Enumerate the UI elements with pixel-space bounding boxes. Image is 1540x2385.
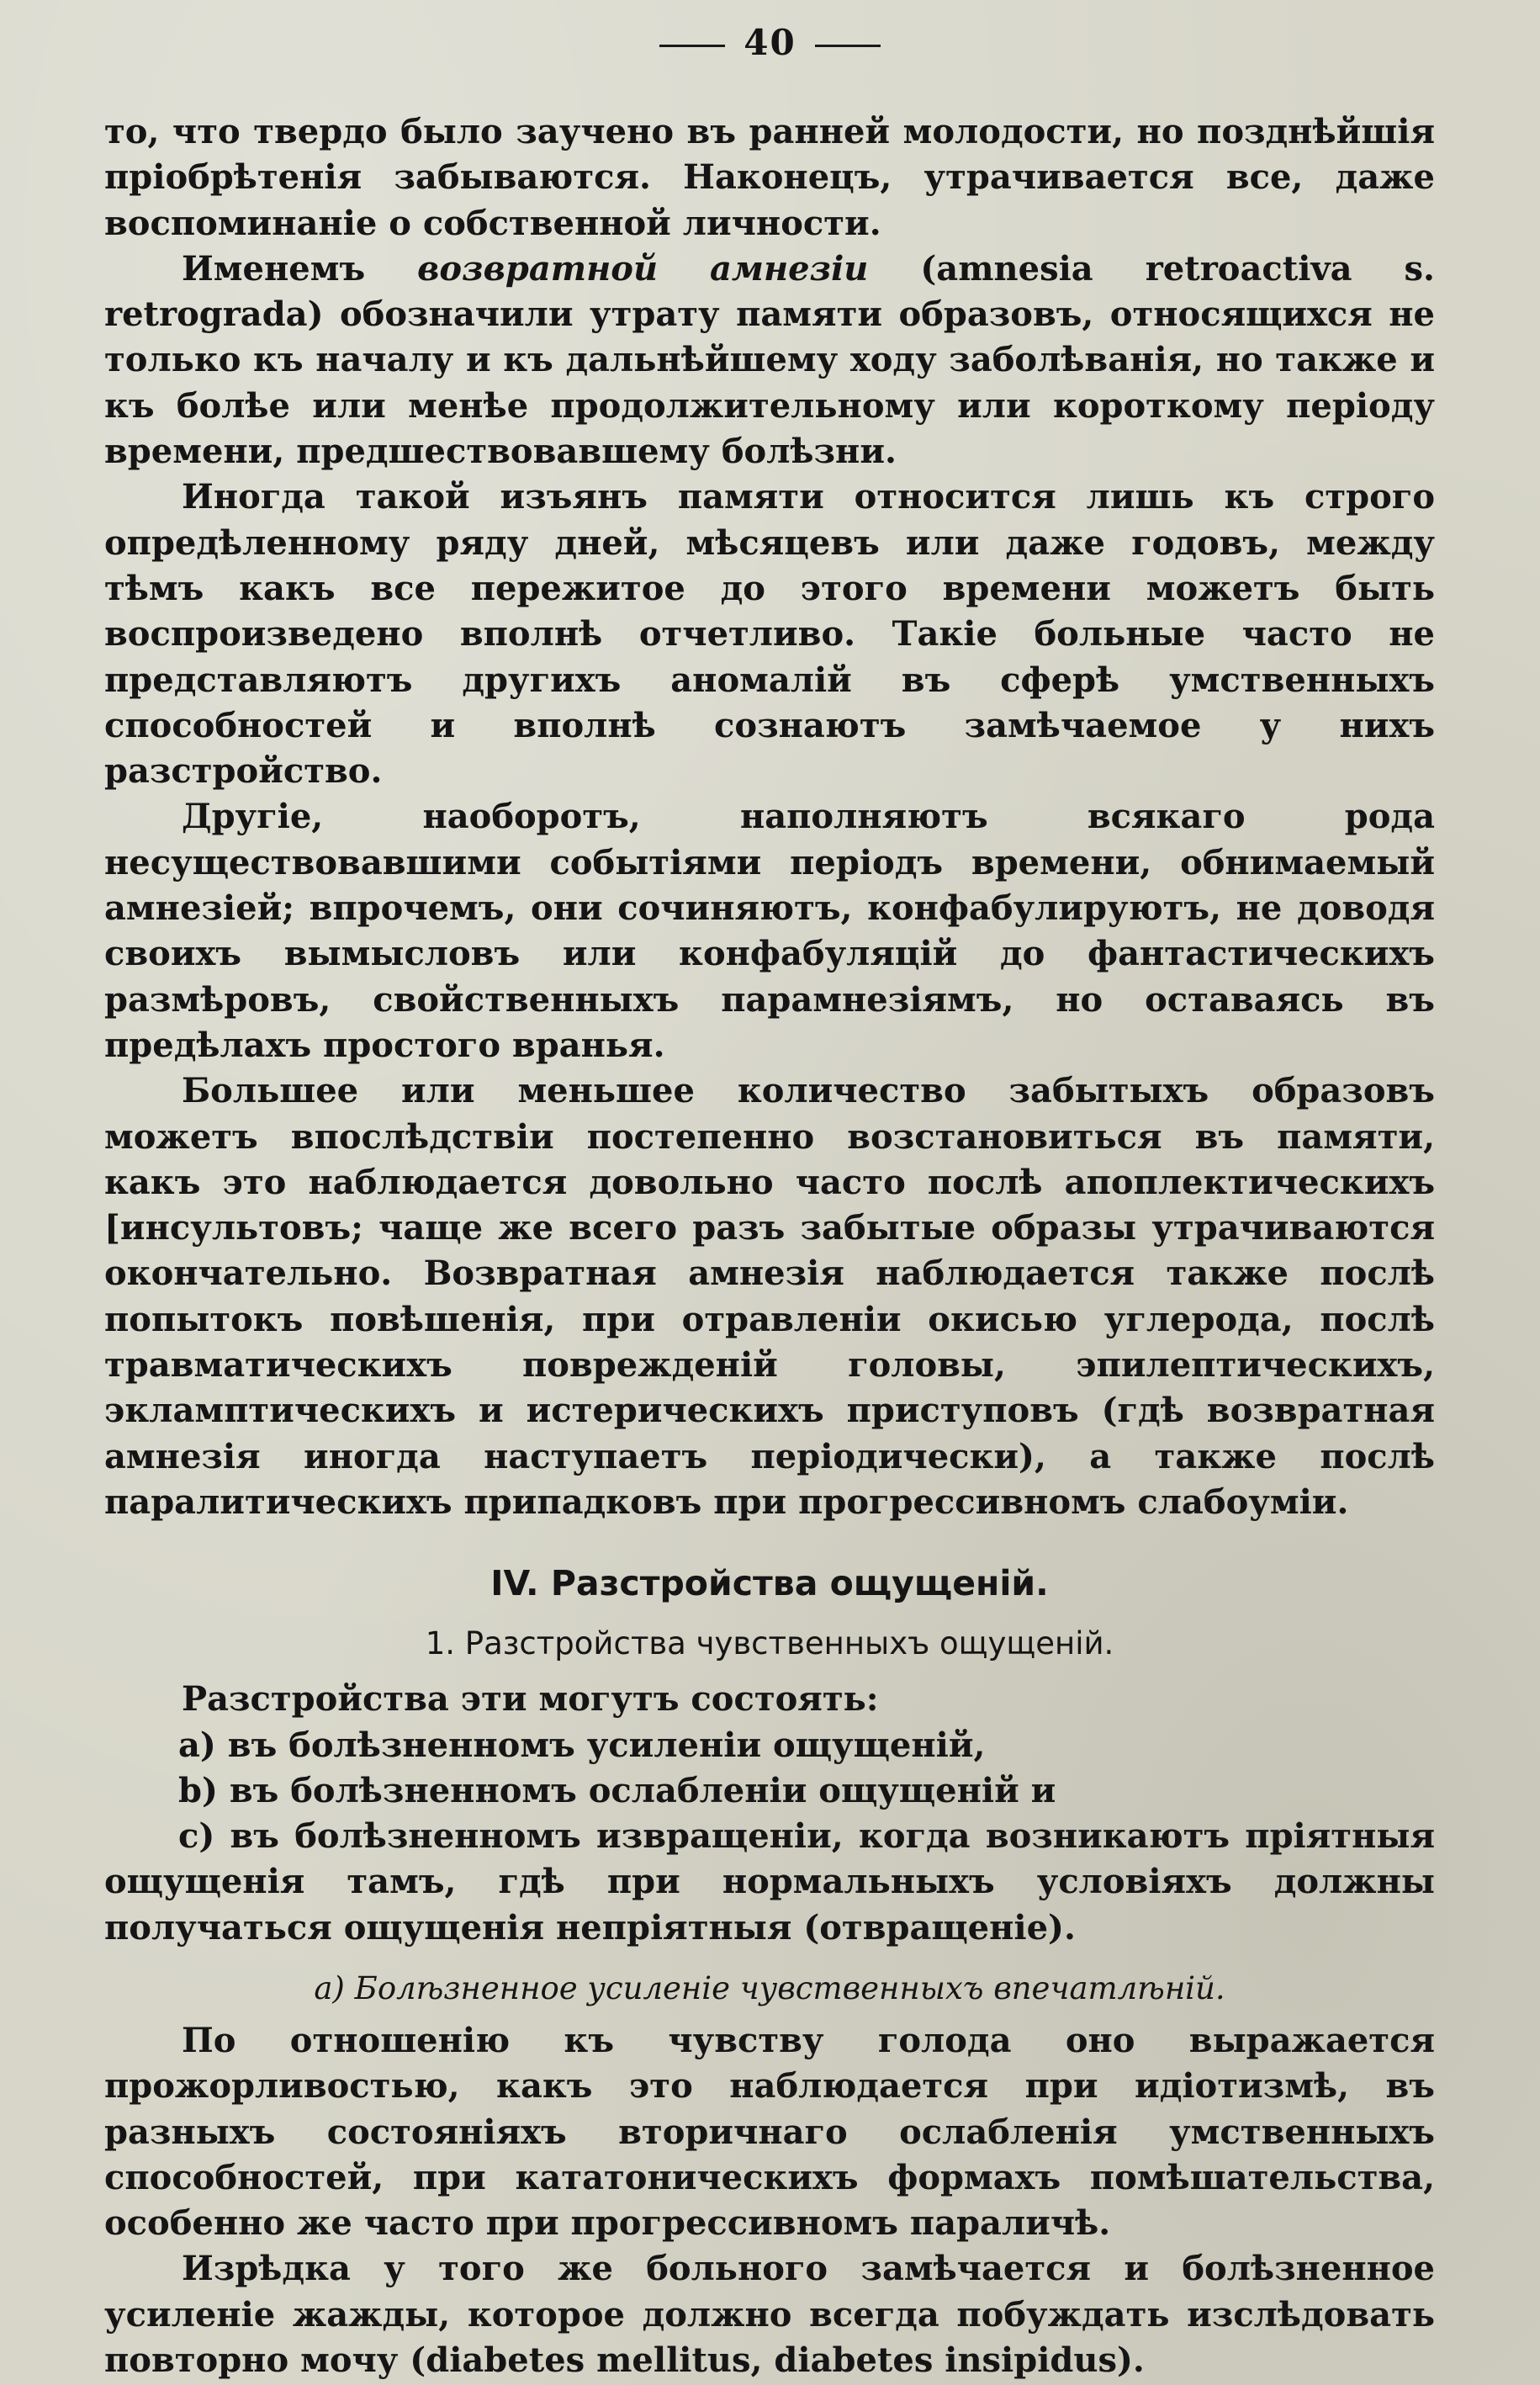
list-item-c: c) въ болѣзненномъ извращеніи, когда возникаютъ пріятныя ощущенія тамъ, гдѣ при нормальныхъ условіяхъ должны получаться ощущенія непріятныя (отвращеніе).	[104, 1816, 1435, 1948]
subsubsection-heading	[104, 1966, 1435, 2011]
list-item-b: b) въ болѣзненномъ ослабленіи ощущеній и	[178, 1770, 1056, 1810]
paragraph-retrograde-amnesia	[104, 246, 1435, 474]
intro-line: Разстройства эти могутъ состоять:	[182, 1679, 879, 1720]
section-heading: IV. Разстройства ощущеній.	[490, 1563, 1049, 1604]
subsubsection-title: Болѣзненное усиленіе чувственныхъ впечатлѣній.	[354, 1969, 1225, 2006]
subsubsection-prefix: a)	[314, 1969, 355, 2006]
paragraph-confabulation: Другіе, наоборотъ, наполняютъ всякаго рода несуществовавшими событіями періодъ времени, обнимаемый амнезіей; впрочемъ, они сочиняютъ, конфабулируютъ, не доводя своихъ вымысловъ или конфабуляцій до фантастическихъ размѣровъ, свойственныхъ парамнезіямъ, но оставаясь въ предѣлахъ простого вранья.	[104, 797, 1435, 1065]
paragraph-thirst: Изрѣдка у того же больного замѣчается и болѣзненное усиленіе жажды, которое должно всегда побуждать изслѣдовать повторно мочу (diabetes mellitus, diabetes insipidus).	[104, 2249, 1435, 2381]
header-dash-left	[659, 45, 725, 47]
body-text	[104, 109, 1435, 2383]
paragraph-continuation: то, что твердо было заучено въ ранней молодости, но позднѣйшія пріобрѣтенія забываются. Наконецъ, утрачивается все, даже воспоминаніе о собственной личности.	[104, 112, 1435, 243]
paragraph-recovery: Большее или меньшее количество забытыхъ образовъ можетъ впослѣдствіи постепенно возстановиться въ памяти, какъ это наблюдается довольно часто послѣ апоплектическихъ [инсультовъ; чаще же всего разъ забытые образы утрачиваются окончательно. Возвратная амнезія наблюдается также послѣ попытокъ повѣшенія, при отравленіи окисью углерода, послѣ травматическихъ поврежденій головы, эпилептическихъ, экламптическихъ и истерическихъ приступовъ (гдѣ возвратная амнезія иногда наступаетъ періодически), а также послѣ паралитическихъ припадковъ при прогрессивномъ слабоуміи.	[104, 1071, 1435, 1522]
paragraph-memory-gap: Иногда такой изъянъ памяти относится лишь къ строго опредѣленному ряду дней, мѣсяцевъ или даже годовъ, между тѣмъ какъ все пережитое до этого времени можетъ быть воспроизведено вполнѣ отчетливо. Такіе больные часто не представляютъ другихъ аномалій въ сферѣ умственныхъ способностей и вполнѣ сознаютъ замѣчаемое у нихъ разстройство.	[104, 477, 1435, 792]
paragraph-text: (amnesia retroactiva s. retrograda) обозначили утрату памяти образовъ, относящихся не только къ началу и къ дальнѣйшему ходу заболѣванія, но также и къ болѣе или менѣе продолжительному или короткому періоду времени, предшествовавшему болѣзни.	[104, 248, 1435, 472]
page-number-header	[0, 22, 1540, 63]
paragraph-hunger: По отношенію къ чувству голода оно выражается прожорливостью, какъ это наблюдается при идіотизмѣ, въ разныхъ состояніяхъ вторичнаго ослабленія умственныхъ способностей, при кататоническихъ формахъ помѣшательства, особенно же часто при прогрессивномъ параличѣ.	[104, 2020, 1435, 2244]
subsection-heading: 1. Разстройства чувственныхъ ощущеній.	[425, 1625, 1114, 1662]
list-item-a: a) въ болѣзненномъ усиленіи ощущеній,	[178, 1725, 986, 1765]
emphasized-term: возвратной амнезіи	[417, 248, 869, 289]
paragraph-text: Именемъ	[182, 248, 418, 289]
header-dash-right	[815, 45, 881, 47]
page-number: 40	[744, 22, 796, 63]
